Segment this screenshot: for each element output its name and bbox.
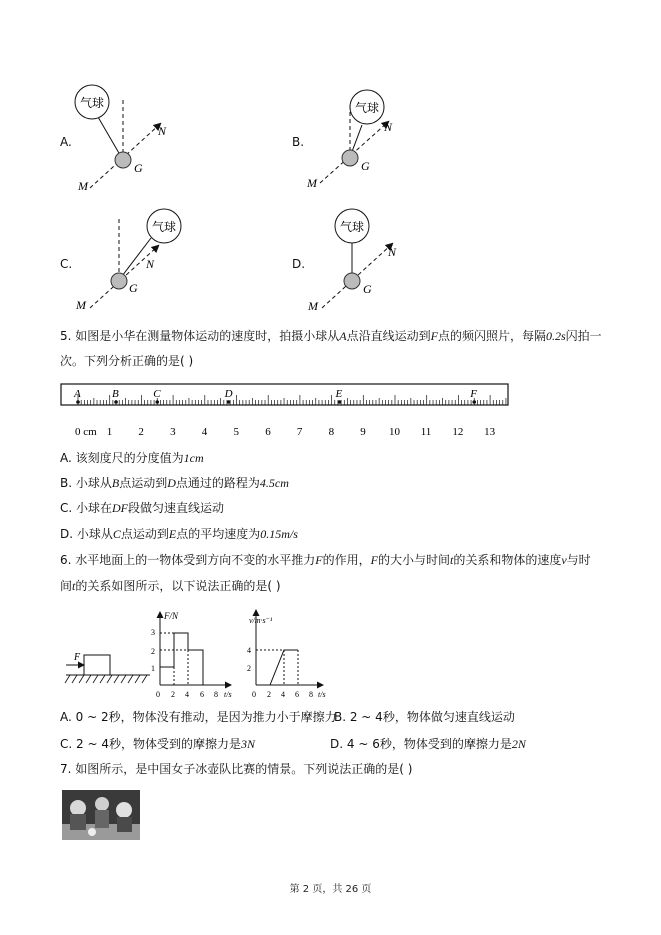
ruler-number: 13 xyxy=(484,426,496,438)
q4-option-d-letter: D. xyxy=(292,257,306,271)
g-label: G xyxy=(363,282,372,296)
ruler-point-label: D xyxy=(224,388,233,400)
ruler-point-label: F xyxy=(470,388,477,400)
q6-stem-line1 xyxy=(60,551,591,569)
ruler-point xyxy=(76,400,80,404)
q5-option-b[interactable] xyxy=(60,474,289,492)
ruler-point-label: C xyxy=(153,388,161,400)
option-value: 3N xyxy=(240,737,255,751)
q6-stem-line2 xyxy=(60,577,281,595)
ruler-number: 12 xyxy=(452,426,464,438)
t-tick: 2 xyxy=(267,690,271,699)
q5-stem-text: 点沿直线运动到 xyxy=(346,329,431,343)
q6-var-v: v xyxy=(561,553,567,567)
q6-stem-text: 的关系和物体的速度 xyxy=(453,553,562,567)
t-tick: 2 xyxy=(171,690,175,699)
g-label: G xyxy=(361,159,370,173)
t-tick: 6 xyxy=(295,690,299,699)
ruler-point-label: A xyxy=(74,388,81,400)
option-value: D xyxy=(167,476,176,490)
option-value: C xyxy=(112,527,121,541)
q5-option-c[interactable] xyxy=(60,499,224,517)
ruler-number: 2 xyxy=(138,426,144,438)
option-text: C. 小球在 xyxy=(60,501,113,515)
m-label: M xyxy=(308,299,318,313)
option-text: D. 小球从 xyxy=(60,527,113,541)
t-axis-label: t/s xyxy=(318,690,326,699)
q5-stem-text: 点的频闪照片，每隔 xyxy=(437,329,546,343)
q6-stem-text: 的关系如图所示，以下说法正确的是( ) xyxy=(75,579,281,593)
q4-diagram-d xyxy=(307,209,397,313)
curling-photo xyxy=(62,790,140,840)
q7-stem: 7. 如图所示，是中国女子冰壶队比赛的情景。下列说法正确的是( ) xyxy=(60,762,413,776)
q5-ruler-figure xyxy=(60,383,510,441)
g-label: G xyxy=(134,161,143,175)
m-label: M xyxy=(307,176,317,190)
option-value: 0.15m/s xyxy=(260,527,298,541)
ruler-point xyxy=(155,400,159,404)
q4-option-b-letter: B. xyxy=(292,135,305,149)
n-label: N xyxy=(388,245,397,259)
q5-option-a[interactable] xyxy=(60,449,204,467)
ruler-number: 7 xyxy=(296,426,303,438)
q6-stem-text: 间 xyxy=(60,579,73,593)
q4-diagram-b xyxy=(306,90,393,190)
balloon-label: 气球 xyxy=(80,96,105,110)
option-text: C. 2 ~ 4秒，物体受到的摩擦力是 xyxy=(60,737,241,751)
f-tick: 2 xyxy=(151,647,155,656)
balloon-label: 气球 xyxy=(340,220,365,234)
f-tick: 1 xyxy=(151,664,155,673)
velocity-time-graph xyxy=(247,611,326,699)
ruler-number: 1 xyxy=(106,426,113,438)
m-label: M xyxy=(76,298,86,312)
option-text: D. 4 ~ 6秒，物体受到的摩擦力是 xyxy=(330,737,512,751)
ruler-number: 10 xyxy=(389,426,400,438)
q6-stem-text: 的作用， xyxy=(322,553,371,567)
q4-diagram-a xyxy=(75,85,167,193)
t-tick: 4 xyxy=(185,690,189,699)
q4-option-c-letter: C. xyxy=(60,257,73,271)
q5-stem-text: 5. 如图是小华在测量物体运动的速度时，拍摄小球从 xyxy=(60,329,340,343)
option-text: 段做匀速直线运动 xyxy=(128,501,225,515)
ruler-number: 6 xyxy=(265,426,271,438)
t-tick: 6 xyxy=(200,690,204,699)
q4-diagrams xyxy=(0,0,661,330)
q6-var-f: F xyxy=(370,553,378,567)
q6-option-b[interactable]: B. 2 ~ 4秒，物体做匀速直线运动 xyxy=(334,710,515,724)
q6-option-c[interactable] xyxy=(60,735,255,753)
page-footer: 第 2 页，共 26 页 xyxy=(289,884,372,895)
t-axis-label: t/s xyxy=(224,690,232,699)
ruler-number: 3 xyxy=(170,426,176,438)
option-value: 1cm xyxy=(183,451,204,465)
q6-var-t: t xyxy=(72,579,76,593)
pushed-block-diagram xyxy=(65,652,150,683)
v-tick: 2 xyxy=(247,664,251,673)
option-text: 点运动到 xyxy=(119,476,168,490)
option-value: B xyxy=(111,476,120,490)
q4-diagram-c xyxy=(75,209,181,312)
n-label: N xyxy=(384,120,393,134)
option-value: DF xyxy=(112,501,129,515)
q6-stem-text: 的大小与时间 xyxy=(377,553,450,567)
push-force-label: F xyxy=(74,652,81,663)
ruler-number: 8 xyxy=(328,426,335,438)
n-label: N xyxy=(146,257,155,271)
g-label: G xyxy=(129,281,138,295)
ruler-number: 5 xyxy=(233,426,239,438)
ruler-number: 9 xyxy=(360,426,366,438)
n-label: N xyxy=(158,124,167,138)
ruler-point-label: B xyxy=(112,388,119,400)
q5-point-a: A xyxy=(339,329,347,343)
q5-stem-line2: 次。下列分析正确的是( ) xyxy=(60,354,194,368)
q6-var-f: F xyxy=(315,553,323,567)
q5-stem-line1 xyxy=(60,327,602,345)
option-value: 2N xyxy=(511,737,526,751)
v-axis-label: v/m·s⁻¹ xyxy=(249,616,273,625)
q5-interval: 0.2s xyxy=(546,329,566,343)
option-value: E xyxy=(168,527,177,541)
f-tick: 3 xyxy=(151,628,155,637)
option-text: B. 小球从 xyxy=(60,476,112,490)
q6-figure xyxy=(60,605,340,700)
ruler-numbers xyxy=(75,426,496,438)
option-value: 4.5cm xyxy=(259,476,289,490)
ruler-point xyxy=(472,400,476,404)
t-tick: 8 xyxy=(214,690,218,699)
t-tick: 0 xyxy=(156,690,160,699)
q6-stem-text: 6. 水平地面上的一物体受到方向不变的水平推力 xyxy=(60,553,316,567)
ruler-point-label: E xyxy=(335,388,343,400)
q6-var-t: t xyxy=(449,553,454,567)
option-text: 点的平均速度为 xyxy=(176,527,261,541)
t-tick: 8 xyxy=(309,690,313,699)
q5-stem-text: 闪拍一 xyxy=(565,329,602,343)
m-label: M xyxy=(78,179,88,193)
ruler-number: 11 xyxy=(420,426,432,438)
ruler-point xyxy=(227,400,231,404)
q6-stem-text: 与时 xyxy=(566,553,591,567)
ruler-point xyxy=(114,400,118,404)
ruler-point xyxy=(338,400,342,404)
q4-option-a-letter: A. xyxy=(60,135,72,149)
ruler-strip xyxy=(61,384,508,405)
option-text: A. 该刻度尺的分度值为 xyxy=(60,451,184,465)
ruler-number: 4 xyxy=(201,426,208,438)
option-text: 点运动到 xyxy=(120,527,169,541)
q6-option-d[interactable] xyxy=(330,735,526,753)
balloon-label: 气球 xyxy=(152,220,177,234)
f-axis-label: F/N xyxy=(164,611,179,621)
balloon-label: 气球 xyxy=(355,101,380,115)
q6-option-a[interactable]: A. 0 ~ 2秒，物体没有推动，是因为推力小于摩擦力 xyxy=(60,710,337,724)
t-tick: 0 xyxy=(252,690,256,699)
q5-option-d[interactable] xyxy=(60,525,298,543)
force-time-graph xyxy=(151,611,232,699)
q5-point-f: F xyxy=(430,329,438,343)
v-tick: 4 xyxy=(247,646,251,655)
option-text: 点通过的路程为 xyxy=(175,476,260,490)
ruler-number: 0 cm xyxy=(75,426,97,438)
t-tick: 4 xyxy=(281,690,285,699)
